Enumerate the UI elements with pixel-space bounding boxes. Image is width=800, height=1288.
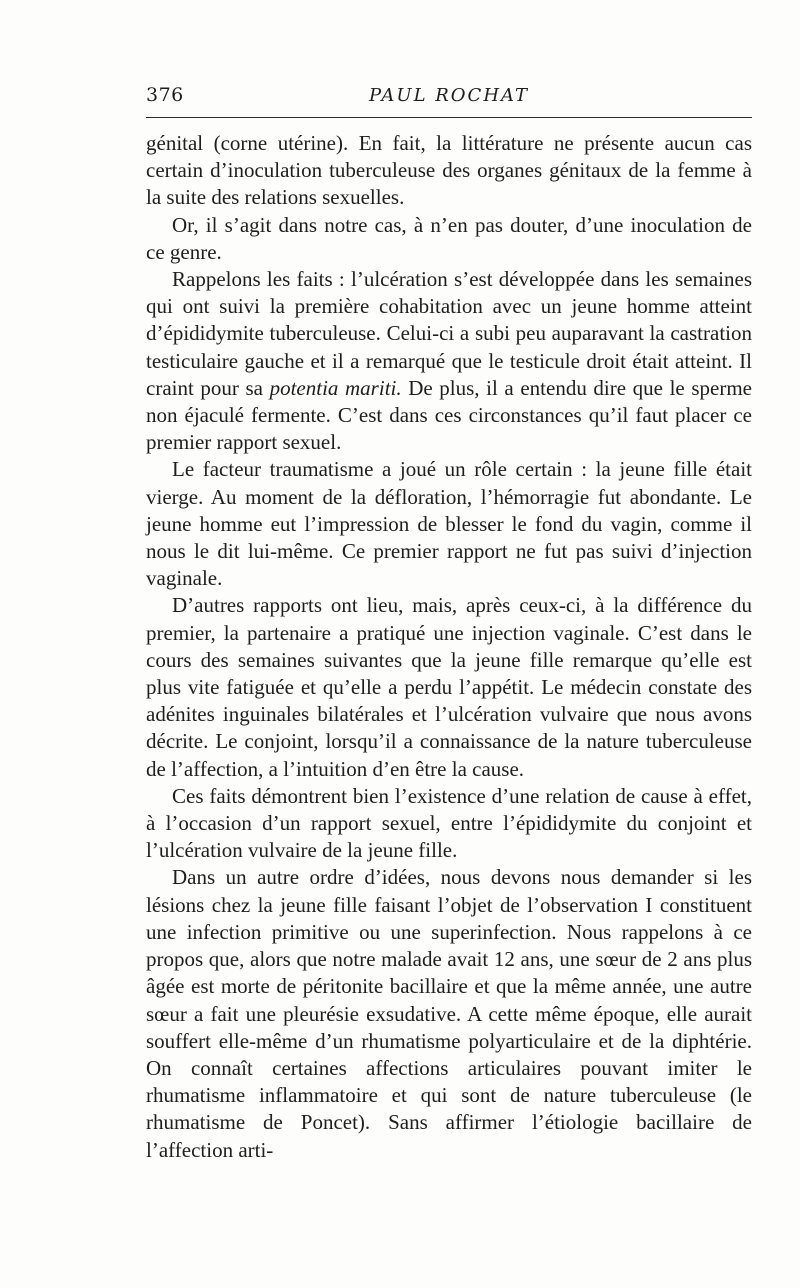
latin-phrase: potentia mariti.	[269, 375, 402, 400]
paragraph-1: génital (corne utérine). En fait, la littérature ne présente aucun cas certain d’inoculation tuberculeuse des organes génitaux de la femme à la suite des relations sexuelles.	[146, 131, 752, 210]
running-title: PAUL ROCHAT	[368, 85, 530, 106]
paragraph-7: Dans un autre ordre d’idées, nous devons nous demander si les lésions chez la jeune fille faisant l’objet de l’observation I constituent une infection primitive ou une superinfection. Nous rappelons à ce propos que, alors que notre malade avait 12 ans, une sœur de 2 ans plus âgée est morte de péritonite bacillaire et que la même année, une autre sœur a fait une pleurésie exsudative. A cette même époque, elle aurait souffert elle-même d’un rhumatisme polyarticulaire et de la diphtérie. On connaît certaines affections articulaires pouvant imiter le rhumatisme inflammatoire et qui sont de nature tuberculeuse (le rhumatisme de Poncet). Sans affirmer l’étiologie bacillaire de l’affection arti-	[146, 865, 752, 1162]
paragraph-5: D’autres rapports ont lieu, mais, après ceux-ci, à la différence du premier, la partenaire a pratiqué une injection vaginale. C’est dans le cours des semaines suivantes que la jeune fille remarque qu’elle est plus vite fatiguée et qu’elle a perdu l’appétit. Le médecin constate des adénites inguinales bilatérales et l’ulcération vulvaire que nous avons décrite. Le conjoint, lorsqu’il a connaissance de la nature tuberculeuse de l’affection, a l’intuition d’en être la cause.	[146, 593, 752, 781]
running-header	[146, 84, 752, 114]
paragraph-3-text-b: De plus, il a entendu dire que le sperme non éjaculé fermente. C’est dans ces circonstances qu’il faut placer ce premier rapport sexuel.	[146, 375, 752, 455]
page-number: 376	[146, 84, 184, 106]
body-text	[146, 130, 752, 1164]
paragraph-4: Le facteur traumatisme a joué un rôle certain : la jeune fille était vierge. Au moment de la défloration, l’hémorragie fut abondante. Le jeune homme eut l’impression de blesser le fond du vagin, comme il nous le dit lui-même. Ce premier rapport ne fut pas suivi d’injection vaginale.	[146, 457, 752, 591]
paragraph-3-text-a: Rappelons les faits : l’ulcération s’est développée dans les semaines qui ont suivi la première cohabitation avec un jeune homme atteint d’épididymite tuberculeuse. Celui-ci a subi peu auparavant la castration testiculaire gauche et il a remarqué que le testicule droit était atteint. Il craint pour sa	[146, 267, 752, 400]
paragraph-3	[146, 266, 752, 456]
header-rule	[146, 117, 752, 118]
paragraph-2: Or, il s’agit dans notre cas, à n’en pas douter, d’une inoculation de ce genre.	[146, 212, 752, 264]
paragraph-6: Ces faits démontrent bien l’existence d’une relation de cause à effet, à l’occasion d’un rapport sexuel, entre l’épididymite du conjoint et l’ulcération vulvaire de la jeune fille.	[146, 783, 752, 863]
